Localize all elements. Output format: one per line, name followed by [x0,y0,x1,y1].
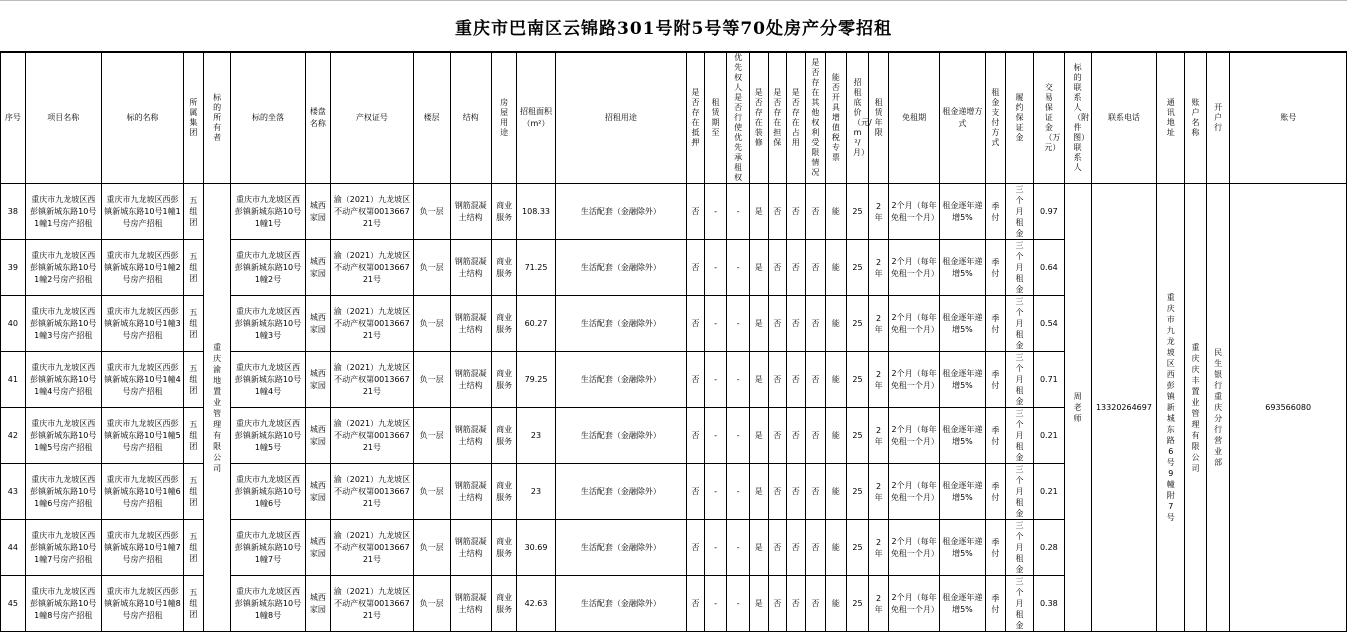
priority-cell: - [727,296,750,352]
project-name-cell: 重庆市九龙坡区西彭镇新城东路10号1幢7号房产招租 [25,520,101,576]
usage-cell: 商业服务 [491,576,517,632]
mortgage-cell: 否 [687,464,704,520]
location-cell: 重庆市九龙坡区西彭镇新城东路10号1幢4号 [231,352,305,408]
row-number-cell: 39 [1,240,26,296]
column-header: 楼层 [413,53,450,184]
decoration-cell: 是 [749,408,768,464]
bank-cell: 民生银行重庆分行营业部 [1206,184,1230,632]
price-cell: 25 [846,352,869,408]
group-cell: 五组团 [184,576,204,632]
priority-cell: - [727,352,750,408]
area-cell: 23 [517,464,555,520]
bond-cell: 0.38 [1033,576,1064,632]
payment-cell: 季付 [985,184,1006,240]
floor-cell: 负一层 [413,520,450,576]
item-name-cell: 重庆市九龙坡区西彭镇新城东路10号1幢5号房产招租 [101,408,183,464]
location-cell: 重庆市九龙坡区西彭镇新城东路10号1幢8号 [231,576,305,632]
estate-cell: 城西家园 [305,520,331,576]
column-header: 是否存在其他权利受限情况 [805,53,826,184]
project-name-cell: 重庆市九龙坡区西彭镇新城东路10号1幢2号房产招租 [25,240,101,296]
rent-increase-cell: 租金逐年递增5% [940,352,985,408]
column-header: 项目名称 [25,53,101,184]
mortgage-cell: 否 [687,408,704,464]
lease-until-cell: - [704,296,727,352]
row-number-cell: 45 [1,576,26,632]
mortgage-cell: 否 [687,520,704,576]
vat-cell: 能 [826,296,847,352]
group-cell: 五组团 [184,296,204,352]
estate-cell: 城西家园 [305,464,331,520]
lease-until-cell: - [704,184,727,240]
row-number-cell: 42 [1,408,26,464]
lease-until-cell: - [704,464,727,520]
column-header: 优先权人是否行使优先承租权 [727,53,750,184]
lease-usage-cell: 生活配套（金融除外） [555,408,687,464]
row-number-cell: 38 [1,184,26,240]
title-row [0,0,1347,52]
deposit-cell: 三个月租金 [1006,184,1034,240]
lease-years-cell: 2年 [869,184,889,240]
free-period-cell: 2个月（每年免租一个月） [888,184,939,240]
column-header: 标的坐落 [231,53,305,184]
certificate-cell: 渝（2021）九龙坡区不动产权第001366721号 [331,464,413,520]
location-cell: 重庆市九龙坡区西彭镇新城东路10号1幢6号 [231,464,305,520]
deposit-cell: 三个月租金 [1006,576,1034,632]
project-name-cell: 重庆市九龙坡区西彭镇新城东路10号1幢6号房产招租 [25,464,101,520]
price-cell: 25 [846,408,869,464]
rent-increase-cell: 租金逐年递增5% [940,520,985,576]
location-cell: 重庆市九龙坡区西彭镇新城东路10号1幢2号 [231,240,305,296]
usage-cell: 商业服务 [491,352,517,408]
decoration-cell: 是 [749,464,768,520]
payment-cell: 季付 [985,576,1006,632]
column-header: 是否存在装修 [749,53,768,184]
project-name-cell: 重庆市九龙坡区西彭镇新城东路10号1幢8号房产招租 [25,576,101,632]
column-header: 是否存在占用 [787,53,806,184]
column-header: 是否存在担保 [768,53,787,184]
price-cell: 25 [846,464,869,520]
header-row [1,53,1347,184]
occupied-cell: 否 [787,296,806,352]
table-row [1,184,1347,240]
free-period-cell: 2个月（每年免租一个月） [888,464,939,520]
payment-cell: 季付 [985,296,1006,352]
vat-cell: 能 [826,240,847,296]
project-name-cell: 重庆市九龙坡区西彭镇新城东路10号1幢1号房产招租 [25,184,101,240]
floor-cell: 负一层 [413,240,450,296]
area-cell: 30.69 [517,520,555,576]
free-period-cell: 2个月（每年免租一个月） [888,296,939,352]
certificate-cell: 渝（2021）九龙坡区不动产权第001366721号 [331,184,413,240]
column-header: 招租面积（m²） [517,53,555,184]
usage-cell: 商业服务 [491,408,517,464]
item-name-cell: 重庆市九龙坡区西彭镇新城东路10号1幢2号房产招租 [101,240,183,296]
column-header: 租赁年限 [869,53,889,184]
occupied-cell: 否 [787,408,806,464]
decoration-cell: 是 [749,240,768,296]
mortgage-cell: 否 [687,296,704,352]
area-cell: 23 [517,408,555,464]
rent-increase-cell: 租金逐年递增5% [940,240,985,296]
payment-cell: 季付 [985,408,1006,464]
payment-cell: 季付 [985,520,1006,576]
row-number-cell: 43 [1,464,26,520]
free-period-cell: 2个月（每年免租一个月） [888,408,939,464]
column-header: 标的名称 [101,53,183,184]
priority-cell: - [727,408,750,464]
account-name-cell: 重庆庆丰置业管理有限公司 [1185,184,1207,632]
restricted-cell: 否 [805,240,826,296]
bond-cell: 0.71 [1033,352,1064,408]
mortgage-cell: 否 [687,576,704,632]
column-header: 标的所有者 [203,53,231,184]
column-header: 账户名称 [1185,53,1207,184]
floor-cell: 负一层 [413,408,450,464]
area-cell: 108.33 [517,184,555,240]
structure-cell: 钢筋混凝土结构 [450,408,491,464]
priority-cell: - [727,520,750,576]
column-header: 产权证号 [331,53,413,184]
column-header: 履约保证金 [1006,53,1034,184]
bond-cell: 0.64 [1033,240,1064,296]
group-cell: 五组团 [184,408,204,464]
column-header: 结构 [450,53,491,184]
decoration-cell: 是 [749,576,768,632]
column-header: 租金支付方式 [985,53,1006,184]
structure-cell: 钢筋混凝土结构 [450,352,491,408]
deposit-cell: 三个月租金 [1006,408,1034,464]
usage-cell: 商业服务 [491,464,517,520]
usage-cell: 商业服务 [491,184,517,240]
certificate-cell: 渝（2021）九龙坡区不动产权第001366721号 [331,520,413,576]
rent-increase-cell: 租金逐年递增5% [940,576,985,632]
guarantee-cell: 否 [768,352,787,408]
item-name-cell: 重庆市九龙坡区西彭镇新城东路10号1幢1号房产招租 [101,184,183,240]
column-header: 楼盘名称 [305,53,331,184]
table-body [1,184,1347,632]
floor-cell: 负一层 [413,464,450,520]
deposit-cell: 三个月租金 [1006,296,1034,352]
decoration-cell: 是 [749,296,768,352]
location-cell: 重庆市九龙坡区西彭镇新城东路10号1幢5号 [231,408,305,464]
group-cell: 五组团 [184,240,204,296]
bond-cell: 0.21 [1033,408,1064,464]
floor-cell: 负一层 [413,184,450,240]
price-cell: 25 [846,520,869,576]
lease-until-cell: - [704,576,727,632]
structure-cell: 钢筋混凝土结构 [450,184,491,240]
lease-years-cell: 2年 [869,464,889,520]
column-header: 租赁期至 [704,53,727,184]
restricted-cell: 否 [805,520,826,576]
decoration-cell: 是 [749,184,768,240]
certificate-cell: 渝（2021）九龙坡区不动产权第001366721号 [331,576,413,632]
restricted-cell: 否 [805,184,826,240]
occupied-cell: 否 [787,576,806,632]
lease-years-cell: 2年 [869,576,889,632]
occupied-cell: 否 [787,464,806,520]
restricted-cell: 否 [805,352,826,408]
usage-cell: 商业服务 [491,520,517,576]
vat-cell: 能 [826,184,847,240]
lease-until-cell: - [704,408,727,464]
column-header: 免租期 [888,53,939,184]
column-header: 租金递增方式 [940,53,985,184]
group-cell: 五组团 [184,184,204,240]
column-header: 序号 [1,53,26,184]
lease-usage-cell: 生活配套（金融除外） [555,296,687,352]
bond-cell: 0.21 [1033,464,1064,520]
free-period-cell: 2个月（每年免租一个月） [888,352,939,408]
guarantee-cell: 否 [768,296,787,352]
column-header: 通讯地址 [1157,53,1185,184]
certificate-cell: 渝（2021）九龙坡区不动产权第001366721号 [331,352,413,408]
vat-cell: 能 [826,352,847,408]
occupied-cell: 否 [787,352,806,408]
priority-cell: - [727,464,750,520]
occupied-cell: 否 [787,520,806,576]
row-number-cell: 40 [1,296,26,352]
restricted-cell: 否 [805,464,826,520]
column-header: 能否开具增值税专票 [826,53,847,184]
restricted-cell: 否 [805,576,826,632]
estate-cell: 城西家园 [305,184,331,240]
guarantee-cell: 否 [768,184,787,240]
structure-cell: 钢筋混凝土结构 [450,464,491,520]
location-cell: 重庆市九龙坡区西彭镇新城东路10号1幢7号 [231,520,305,576]
column-header: 交易保证金（万元） [1033,53,1064,184]
price-cell: 25 [846,576,869,632]
lease-years-cell: 2年 [869,408,889,464]
structure-cell: 钢筋混凝土结构 [450,296,491,352]
guarantee-cell: 否 [768,464,787,520]
payment-cell: 季付 [985,240,1006,296]
estate-cell: 城西家园 [305,240,331,296]
lease-usage-cell: 生活配套（金融除外） [555,240,687,296]
free-period-cell: 2个月（每年免租一个月） [888,520,939,576]
lease-usage-cell: 生活配套（金融除外） [555,184,687,240]
restricted-cell: 否 [805,296,826,352]
usage-cell: 商业服务 [491,296,517,352]
lease-years-cell: 2年 [869,240,889,296]
column-header: 标的联系人（附件图）联系人 [1064,53,1091,184]
payment-cell: 季付 [985,352,1006,408]
address-cell: 重庆市九龙坡区西彭镇新城东路6号9幢附7号 [1157,184,1185,632]
guarantee-cell: 否 [768,576,787,632]
bond-cell: 0.97 [1033,184,1064,240]
mortgage-cell: 否 [687,240,704,296]
column-header: 房屋用途 [491,53,517,184]
estate-cell: 城西家园 [305,408,331,464]
item-name-cell: 重庆市九龙坡区西彭镇新城东路10号1幢7号房产招租 [101,520,183,576]
lease-years-cell: 2年 [869,352,889,408]
estate-cell: 城西家园 [305,352,331,408]
price-cell: 25 [846,240,869,296]
guarantee-cell: 否 [768,240,787,296]
lease-until-cell: - [704,352,727,408]
certificate-cell: 渝（2021）九龙坡区不动产权第001366721号 [331,408,413,464]
item-name-cell: 重庆市九龙坡区西彭镇新城东路10号1幢4号房产招租 [101,352,183,408]
priority-cell: - [727,184,750,240]
price-cell: 25 [846,296,869,352]
bond-cell: 0.54 [1033,296,1064,352]
lease-usage-cell: 生活配套（金融除外） [555,352,687,408]
project-name-cell: 重庆市九龙坡区西彭镇新城东路10号1幢4号房产招租 [25,352,101,408]
vat-cell: 能 [826,464,847,520]
floor-cell: 负一层 [413,576,450,632]
guarantee-cell: 否 [768,520,787,576]
area-cell: 60.27 [517,296,555,352]
estate-cell: 城西家园 [305,576,331,632]
account-number-cell: 693566080 [1230,184,1347,632]
priority-cell: - [727,576,750,632]
group-cell: 五组团 [184,352,204,408]
area-cell: 71.25 [517,240,555,296]
listing-table [0,52,1347,632]
project-name-cell: 重庆市九龙坡区西彭镇新城东路10号1幢3号房产招租 [25,296,101,352]
item-name-cell: 重庆市九龙坡区西彭镇新城东路10号1幢6号房产招租 [101,464,183,520]
restricted-cell: 否 [805,408,826,464]
vat-cell: 能 [826,576,847,632]
group-cell: 五组团 [184,520,204,576]
structure-cell: 钢筋混凝土结构 [450,576,491,632]
floor-cell: 负一层 [413,352,450,408]
vat-cell: 能 [826,520,847,576]
decoration-cell: 是 [749,352,768,408]
vat-cell: 能 [826,408,847,464]
row-number-cell: 41 [1,352,26,408]
item-name-cell: 重庆市九龙坡区西彭镇新城东路10号1幢8号房产招租 [101,576,183,632]
area-cell: 79.25 [517,352,555,408]
payment-cell: 季付 [985,464,1006,520]
location-cell: 重庆市九龙坡区西彭镇新城东路10号1幢3号 [231,296,305,352]
column-header: 账号 [1230,53,1347,184]
location-cell: 重庆市九龙坡区西彭镇新城东路10号1幢1号 [231,184,305,240]
price-cell: 25 [846,184,869,240]
lease-usage-cell: 生活配套（金融除外） [555,576,687,632]
row-number-cell: 44 [1,520,26,576]
mortgage-cell: 否 [687,352,704,408]
lease-years-cell: 2年 [869,296,889,352]
rent-increase-cell: 租金逐年递增5% [940,464,985,520]
contact-cell: 周老师 [1064,184,1091,632]
column-header: 开户行 [1206,53,1230,184]
decoration-cell: 是 [749,520,768,576]
owner-cell: 重庆渝地置业管理有限公司 [203,184,231,632]
rent-increase-cell: 租金逐年递增5% [940,184,985,240]
occupied-cell: 否 [787,184,806,240]
group-cell: 五组团 [184,464,204,520]
certificate-cell: 渝（2021）九龙坡区不动产权第001366721号 [331,240,413,296]
estate-cell: 城西家园 [305,296,331,352]
column-header: 联系电话 [1091,53,1157,184]
structure-cell: 钢筋混凝土结构 [450,520,491,576]
item-name-cell: 重庆市九龙坡区西彭镇新城东路10号1幢3号房产招租 [101,296,183,352]
bond-cell: 0.28 [1033,520,1064,576]
usage-cell: 商业服务 [491,240,517,296]
column-header: 所属集团 [184,53,204,184]
structure-cell: 钢筋混凝土结构 [450,240,491,296]
lease-until-cell: - [704,520,727,576]
deposit-cell: 三个月租金 [1006,520,1034,576]
page-title: 重庆市巴南区云锦路301号附5号等70处房产分零招租 [455,18,892,39]
area-cell: 42.63 [517,576,555,632]
deposit-cell: 三个月租金 [1006,240,1034,296]
lease-usage-cell: 生活配套（金融除外） [555,464,687,520]
free-period-cell: 2个月（每年免租一个月） [888,576,939,632]
project-name-cell: 重庆市九龙坡区西彭镇新城东路10号1幢5号房产招租 [25,408,101,464]
priority-cell: - [727,240,750,296]
column-header: 招租用途 [555,53,687,184]
column-header: 是否存在抵押 [687,53,704,184]
lease-years-cell: 2年 [869,520,889,576]
deposit-cell: 三个月租金 [1006,352,1034,408]
certificate-cell: 渝（2021）九龙坡区不动产权第001366721号 [331,296,413,352]
guarantee-cell: 否 [768,408,787,464]
occupied-cell: 否 [787,240,806,296]
mortgage-cell: 否 [687,184,704,240]
phone-cell: 13320264697 [1091,184,1157,632]
lease-usage-cell: 生活配套（金融除外） [555,520,687,576]
free-period-cell: 2个月（每年免租一个月） [888,240,939,296]
deposit-cell: 三个月租金 [1006,464,1034,520]
rent-increase-cell: 租金逐年递增5% [940,408,985,464]
rent-increase-cell: 租金逐年递增5% [940,296,985,352]
column-header: 招租底价（元/m²/月） [846,53,869,184]
lease-until-cell: - [704,240,727,296]
floor-cell: 负一层 [413,296,450,352]
